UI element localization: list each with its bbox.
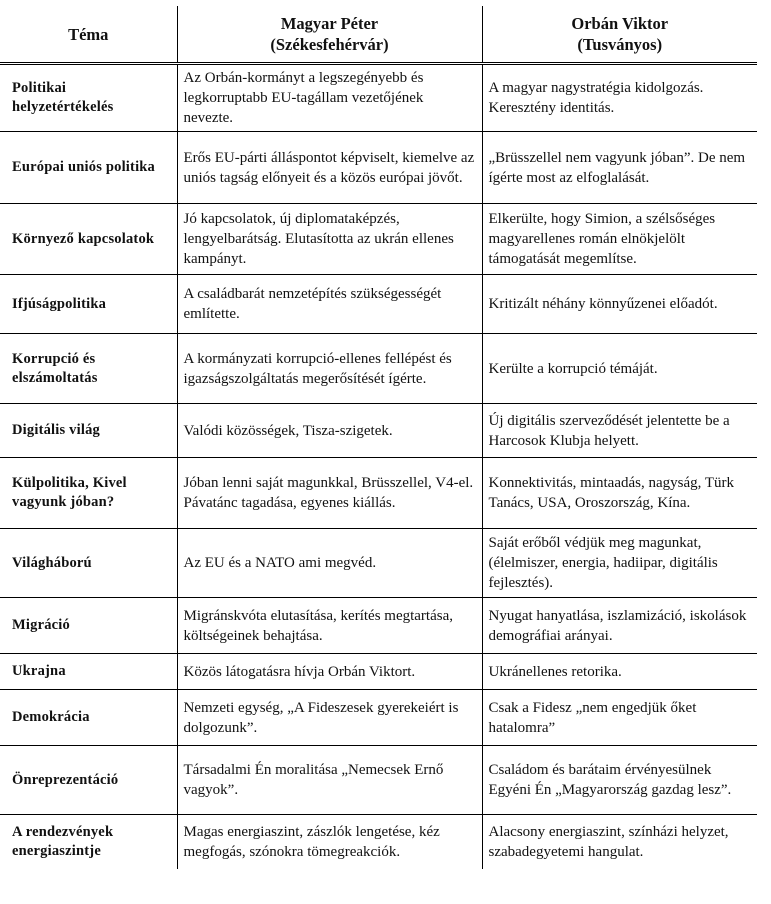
speaker-a-header	[177, 6, 482, 64]
orban-viktor-cell: Ukránellenes retorika.	[482, 654, 757, 690]
speaker-b-name: Orbán Viktor	[571, 14, 669, 33]
table-row	[0, 64, 757, 132]
topic-cell: Világháború	[0, 529, 177, 598]
topic-cell: Ukrajna	[0, 654, 177, 690]
magyar-peter-cell: Társadalmi Én moralitása „Nemecsek Ernő vagyok”.	[177, 746, 482, 815]
topic-cell: Migráció	[0, 598, 177, 654]
orban-viktor-cell: Konnektivitás, mintaadás, nagyság, Türk Tanács, USA, Oroszország, Kína.	[482, 458, 757, 529]
orban-viktor-cell: Elkerülte, hogy Simion, a szélsőséges magyarellenes román elnökjelölt támogatását megemlítse.	[482, 204, 757, 275]
table-row	[0, 334, 757, 404]
topic-cell: Korrupció és elszámoltatás	[0, 334, 177, 404]
magyar-peter-cell: A kormányzati korrupció-ellenes fellépést és igazságszolgáltatás megerősítését ígérte.	[177, 334, 482, 404]
table-row	[0, 404, 757, 458]
orban-viktor-cell: Családom és barátaim érvényesülnek Egyéni Én „Magyarország gazdag lesz”.	[482, 746, 757, 815]
table-row	[0, 746, 757, 815]
table-row	[0, 654, 757, 690]
orban-viktor-cell: „Brüsszellel nem vagyunk jóban”. De nem ígérte most az elfoglalását.	[482, 132, 757, 204]
topic-cell: Európai uniós politika	[0, 132, 177, 204]
orban-viktor-cell: Alacsony energiaszint, színházi helyzet, szabadegyetemi hangulat.	[488, 823, 729, 860]
magyar-peter-cell: Közös látogatásra hívja Orbán Viktort.	[177, 654, 482, 690]
magyar-peter-cell: Jóban lenni saját magunkkal, Brüsszellel, V4-el. Pávatánc tagadása, egyenes kiállás.	[177, 458, 482, 529]
magyar-peter-cell: Valódi közösségek, Tisza-szigetek.	[177, 404, 482, 458]
orban-viktor-cell: Kerülte a korrupció témáját.	[482, 334, 757, 404]
topic-cell: A rendezvények energiaszintje	[0, 815, 177, 869]
table-row	[0, 458, 757, 529]
orban-viktor-cell: A magyar nagystratégia kidolgozás. Keresztény identitás.	[482, 64, 757, 132]
table-row	[0, 204, 757, 275]
magyar-peter-cell: Nemzeti egység, „A Fideszesek gyerekeiért is dolgozunk”.	[177, 690, 482, 746]
table-row	[0, 815, 757, 869]
table-row	[0, 598, 757, 654]
magyar-peter-cell: Az Orbán-kormányt a legszegényebb és legkorruptabb EU-tagállam vezetőjének nevezte.	[177, 64, 482, 132]
speaker-b-place: (Tusványos)	[577, 35, 663, 54]
topic-cell: Önreprezentáció	[0, 746, 177, 815]
comparison-table	[0, 6, 757, 869]
topic-cell: Ifjúságpolitika	[0, 275, 177, 334]
topic-header	[0, 6, 177, 64]
table-row	[0, 529, 757, 598]
magyar-peter-cell: Az EU és a NATO ami megvéd.	[177, 529, 482, 598]
topic-cell: Politikai helyzetértékelés	[0, 64, 177, 132]
orban-viktor-cell: Saját erőből védjük meg magunkat, (élelmiszer, energia, hadiipar, digitális fejlesztés).	[482, 529, 757, 598]
header-row	[0, 6, 757, 64]
orban-viktor-cell: Kritizált néhány könnyűzenei előadót.	[482, 275, 757, 334]
magyar-peter-cell: Migránskvóta elutasítása, kerítés megtartása, költségeinek behajtása.	[177, 598, 482, 654]
orban-viktor-cell: Új digitális szerveződését jelentette be a Harcosok Klubja helyett.	[482, 404, 757, 458]
speaker-a-place: (Székesfehérvár)	[270, 35, 389, 54]
table-row	[0, 132, 757, 204]
speaker-a-name: Magyar Péter	[280, 14, 379, 33]
magyar-peter-cell: A családbarát nemzetépítés szükségességét említette.	[177, 275, 482, 334]
speaker-b-header	[482, 6, 757, 64]
magyar-peter-cell: Erős EU-párti álláspontot képviselt, kiemelve az uniós tagság előnyeit és a közös európai jövőt.	[177, 132, 482, 204]
topic-cell: Külpolitika, Kivel vagyunk jóban?	[0, 458, 177, 529]
orban-viktor-cell: Nyugat hanyatlása, iszlamizáció, iskolások demográfiai arányai.	[482, 598, 757, 654]
topic-cell: Környező kapcsolatok	[0, 204, 177, 275]
table-row	[0, 690, 757, 746]
table-row	[0, 275, 757, 334]
topic-header-label: Téma	[68, 24, 109, 44]
magyar-peter-cell: Magas energiaszint, zászlók lengetése, kéz megfogás, szónokra tömegreakciók.	[177, 815, 482, 869]
topic-cell: Demokrácia	[0, 690, 177, 746]
magyar-peter-cell: Jó kapcsolatok, új diplomataképzés, lengyelbarátság. Elutasította az ukrán ellenes kampányt.	[177, 204, 482, 275]
orban-viktor-cell: Csak a Fidesz „nem engedjük őket hatalomra”	[482, 690, 757, 746]
topic-cell: Digitális világ	[0, 404, 177, 458]
